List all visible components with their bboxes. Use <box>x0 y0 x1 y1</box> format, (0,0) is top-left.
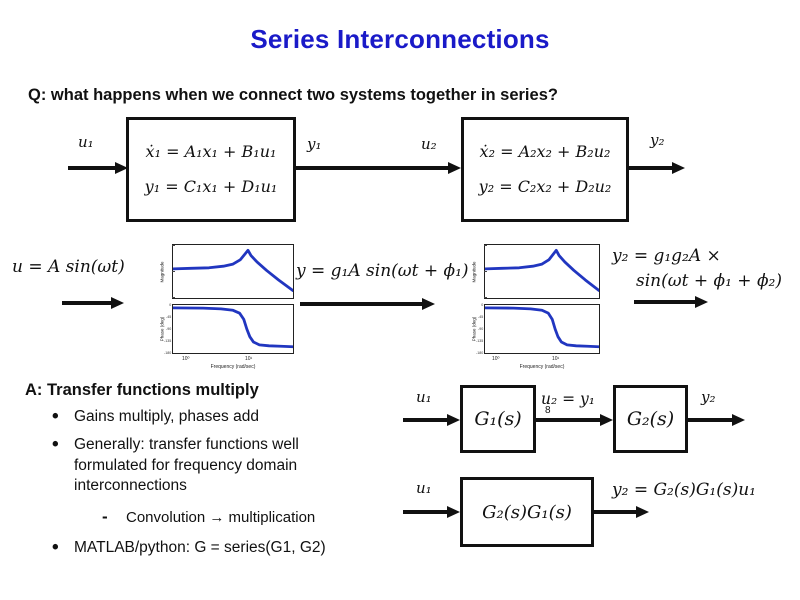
bode2-phase-curve <box>485 305 599 353</box>
state-eq-1-line2: y₁ = C₁x₁ + D₁u₁ <box>144 176 278 196</box>
state-eq-2-line2: y₂ = C₂x₂ + D₂u₂ <box>478 176 612 196</box>
arrow-out-of-block2 <box>629 161 685 175</box>
bode1-xlabel: Frequency (rad/sec) <box>210 364 256 370</box>
bode2-phase-ylabel: Phase (deg) <box>471 316 477 342</box>
signal-label-y1: y₁ <box>307 135 322 153</box>
bode1-xtick-0: 10⁰ <box>182 356 190 362</box>
dash-marker-icon: - <box>102 507 108 526</box>
arrow-g1-to-g2 <box>536 413 613 427</box>
arrow-into-g1 <box>403 413 460 427</box>
bode1-magnitude-ylabel: Magnitude <box>159 260 165 283</box>
tf1-input-label: u₁ <box>416 388 432 406</box>
input-sinusoid-eq: u = A sin(ωt) <box>12 257 125 277</box>
g1-block <box>460 385 536 453</box>
bode2-magnitude-curve <box>485 245 599 298</box>
answer-heading: A: Transfer functions multiply <box>25 381 259 399</box>
state-eq-2-line1: ẋ₂ = A₂x₂ + B₂u₂ <box>479 142 611 162</box>
combined-output-eq: y₂ = G₂(s)G₁(s)u₁ <box>612 480 757 500</box>
signal-label-y2: y₂ <box>650 131 665 149</box>
bode2-mag-ticks <box>484 245 487 298</box>
state-eq-1-line1: ẋ₁ = A₁x₁ + B₁u₁ <box>145 142 277 162</box>
arrow-into-block1 <box>68 161 128 175</box>
bullet-generally-tf <box>52 435 352 497</box>
combined-tf-block <box>460 477 594 547</box>
tf2-input-label: u₁ <box>416 479 432 497</box>
arrow-out-of-g2 <box>688 413 745 427</box>
tf-mid-label: u₂ = y₁ <box>541 390 596 408</box>
arrow-into-combined <box>403 505 460 519</box>
output-sinusoid-eq-line1: y₂ = g₁g₂A × <box>612 246 721 266</box>
bode2-magnitude-axes <box>471 244 600 299</box>
arrow-bode1-to-bode2 <box>300 297 435 311</box>
bode2-phase-axes <box>471 303 600 355</box>
bode2-xtick-0: 10⁰ <box>492 356 500 362</box>
signal-label-u1: u₁ <box>78 133 94 151</box>
signal-label-u2: u₂ <box>421 135 437 153</box>
bullet-dot-icon: • <box>52 434 59 455</box>
bode-plot-2 <box>462 242 602 374</box>
bode1-phase-axes <box>159 303 294 355</box>
bullet-gains-multiply <box>52 407 392 428</box>
bullet-matlab-series <box>52 538 412 559</box>
arrow-out-of-combined <box>594 505 649 519</box>
arrow-input-to-bode1 <box>62 296 124 310</box>
question-text: Q: what happens when we connect two systems together in series? <box>28 86 558 104</box>
bode1-phase-yticks: 0 -45 -90 -135 -180 <box>164 303 172 355</box>
bode2-xlabel: Frequency (rad/sec) <box>519 364 565 370</box>
state-space-block-2 <box>461 117 629 222</box>
bode1-phase-ylabel: Phase (deg) <box>159 316 165 342</box>
bode1-xtick-1: 10¹ <box>245 356 253 362</box>
bode2-magnitude-ylabel: Magnitude <box>471 260 477 283</box>
bullet-text: Gains multiply, phases add <box>74 408 259 425</box>
bode1-magnitude-axes <box>159 244 294 299</box>
bode1-mag-ticks <box>172 245 175 298</box>
slide-title: Series Interconnections <box>250 24 550 54</box>
output-sinusoid-eq-line2: sin(ωt + ϕ₁ + ϕ₂) <box>636 271 782 291</box>
subbullet-convolution <box>102 508 402 528</box>
combined-tf-label: G₂(s)G₁(s) <box>482 501 572 523</box>
bullet-text: Generally: transfer functions well formulated for frequency domain interconnections <box>74 436 299 495</box>
bullet-dot-icon: • <box>52 537 59 558</box>
bode2-phase-yticks: 0 -45 -90 -135 -180 <box>476 303 484 355</box>
g1-label: G₁(s) <box>474 408 522 430</box>
g2-block <box>613 385 688 453</box>
arrow-bode2-output <box>634 295 708 309</box>
stray-8-artifact: 8 <box>545 405 551 416</box>
g2-label: G₂(s) <box>626 408 675 430</box>
bode-plot-1 <box>150 242 296 374</box>
bode2-xtick-1: 10¹ <box>552 356 560 362</box>
subbullet-text: Convolution → multiplication <box>126 509 316 526</box>
tf1-output-label: y₂ <box>701 388 716 406</box>
state-space-block-1 <box>126 117 296 222</box>
bullet-dot-icon: • <box>52 406 59 427</box>
arrow-block1-to-block2 <box>296 161 461 175</box>
bullet-text: MATLAB/python: G = series(G1, G2) <box>74 539 326 556</box>
bode1-phase-curve <box>173 305 293 353</box>
bode1-magnitude-curve <box>173 245 293 298</box>
mid-sinusoid-eq: y = g₁A sin(ωt + ϕ₁) <box>296 261 469 281</box>
